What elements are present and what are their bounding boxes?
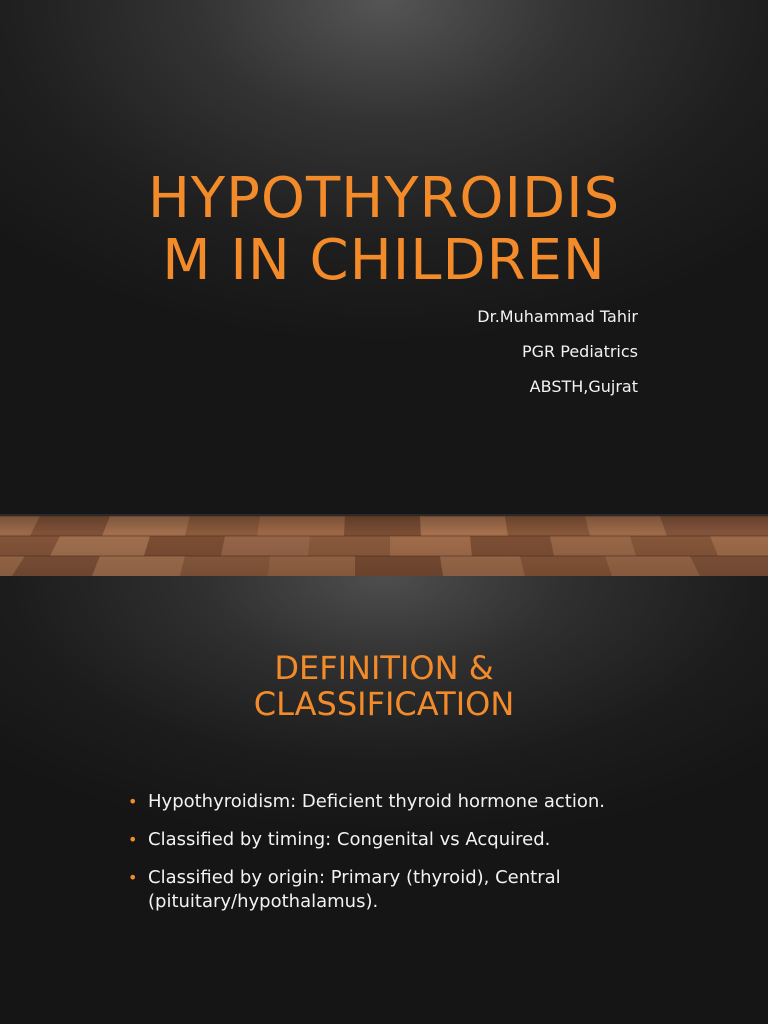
author-institution: ABSTH,Gujrat	[529, 377, 638, 396]
bullet-text: Classified by timing: Congenital vs Acquired.	[148, 829, 551, 850]
bullet-icon: •	[128, 830, 138, 849]
wood-floor-decoration	[0, 514, 768, 576]
bullet-text: Hypothyroidism: Deficient thyroid hormone action.	[148, 791, 605, 812]
wood-floor-image	[0, 514, 768, 576]
author-name: Dr.Muhammad Tahir	[477, 307, 638, 326]
section-title-line-1: DEFINITION &	[274, 649, 494, 687]
bullet-item	[128, 828, 648, 852]
section-title-line-2: CLASSIFICATION	[253, 685, 515, 723]
content-slide	[0, 576, 768, 1024]
bullet-list	[128, 790, 648, 928]
slide-title-line-2: M IN CHILDREN	[162, 228, 606, 293]
bullet-item	[128, 866, 648, 914]
author-position: PGR Pediatrics	[521, 342, 638, 361]
bullet-item	[128, 790, 648, 814]
bullet-icon: •	[128, 792, 138, 811]
bullet-text: Classified by origin: Primary (thyroid), Central (pituitary/hypothalamus).	[148, 867, 561, 912]
section-title	[0, 650, 768, 722]
slide-title	[0, 168, 768, 292]
bullet-icon: •	[128, 868, 138, 887]
slide-title-line-1: HYPOTHYROIDIS	[147, 166, 621, 231]
